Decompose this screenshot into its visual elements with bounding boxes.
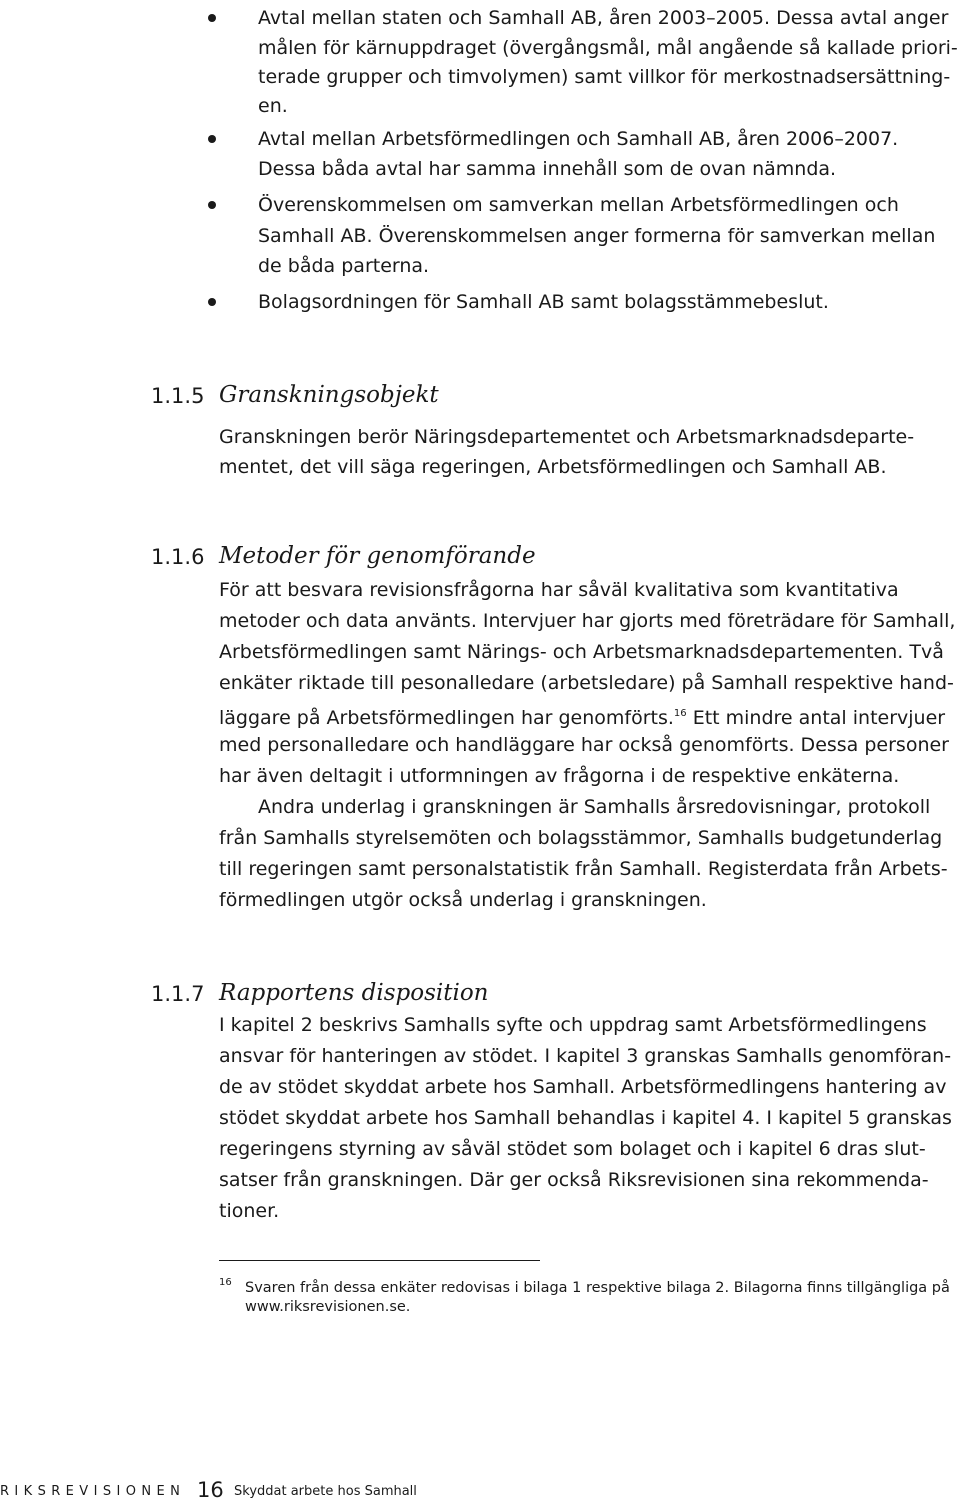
paragraph-line: till regeringen samt personalstatistik från Samhall. Registerdata från Arbets-	[219, 858, 948, 880]
list-item-text: Bolagsordningen för Samhall AB samt bolagsstämmebeslut.	[258, 291, 829, 313]
footnote-line[interactable]: www.riksrevisionen.se.	[245, 1299, 411, 1315]
list-item-text: Överenskommelsen om samverkan mellan Arbetsförmedlingen och	[258, 194, 899, 216]
list-item-text: målen för kärnuppdraget (övergångsmål, mål angående så kallade priori-	[258, 37, 958, 59]
bullet-icon	[208, 135, 216, 143]
list-item-text: en.	[258, 95, 288, 117]
paragraph-line: har även deltagit i utformningen av frågorna i de respektive enkäterna.	[219, 765, 900, 787]
paragraph-line-text: läggare på Arbetsförmedlingen har genomförts.	[219, 707, 674, 729]
paragraph-line	[219, 702, 945, 730]
bullet-icon	[208, 14, 216, 22]
list-item-text: Dessa båda avtal har samma innehåll som de ovan nämnda.	[258, 158, 837, 180]
paragraph-line: tioner.	[219, 1200, 280, 1222]
list-item-text: terade grupper och timvolymen) samt villkor för merkostnadsersättning-	[258, 66, 951, 88]
list-item-text: Avtal mellan staten och Samhall AB, åren 2003–2005. Dessa avtal anger	[258, 7, 949, 29]
paragraph-line: från Samhalls styrelsemöten och bolagsstämmor, Samhalls budgetunderlag	[219, 827, 943, 849]
bullet-icon	[208, 298, 216, 306]
paragraph-line: med personalledare och handläggare har också genomförts. Dessa personer	[219, 734, 949, 756]
footnote-line: Svaren från dessa enkäter redovisas i bilaga 1 respektive bilaga 2. Bilagorna finns tillgängliga på	[245, 1280, 950, 1296]
list-item-text: de båda parterna.	[258, 255, 430, 277]
section-title: Metoder för genomförande	[219, 543, 536, 569]
paragraph-line: stödet skyddat arbete hos Samhall behandlas i kapitel 4. I kapitel 5 granskas	[219, 1107, 952, 1129]
paragraph-line: ansvar för hanteringen av stödet. I kapitel 3 granskas Samhalls genomföran-	[219, 1045, 952, 1067]
paragraph-line: mentet, det vill säga regeringen, Arbetsförmedlingen och Samhall AB.	[219, 456, 887, 478]
paragraph-line-text: Ett mindre antal intervjuer	[686, 707, 946, 729]
document-title: Skyddat arbete hos Samhall	[234, 1484, 417, 1499]
paragraph-line: I kapitel 2 beskrivs Samhalls syfte och uppdrag samt Arbetsförmedlingens	[219, 1014, 927, 1036]
paragraph-line: Arbetsförmedlingen samt Närings- och Arbetsmarknadsdepartementen. Två	[219, 641, 944, 663]
paragraph-line: de av stödet skyddat arbete hos Samhall. Arbetsförmedlingens hantering av	[219, 1076, 947, 1098]
paragraph-line: satser från granskningen. Där ger också Riksrevisionen sina rekommenda-	[219, 1169, 929, 1191]
section-number: 1.1.5	[151, 384, 205, 408]
paragraph-line: enkäter riktade till pesonalledare (arbetsledare) på Samhall respektive hand-	[219, 672, 954, 694]
page-number: 16	[197, 1478, 224, 1502]
paragraph-line: förmedlingen utgör också underlag i granskningen.	[219, 889, 707, 911]
footnote-reference[interactable]: 16	[673, 708, 687, 719]
section-title: Granskningsobjekt	[219, 382, 439, 408]
footnote-separator	[219, 1260, 540, 1261]
paragraph-line: Andra underlag i granskningen är Samhalls årsredovisningar, protokoll	[258, 796, 931, 818]
paragraph-line: metoder och data använts. Intervjuer har gjorts med företrädare för Samhall,	[219, 610, 956, 632]
section-number: 1.1.6	[151, 545, 205, 569]
bullet-icon	[208, 201, 216, 209]
footnote-number: 16	[219, 1277, 232, 1288]
section-title: Rapportens disposition	[219, 980, 489, 1006]
section-number: 1.1.7	[151, 982, 205, 1006]
list-item-text: Samhall AB. Överenskommelsen anger formerna för samverkan mellan	[258, 225, 936, 247]
paragraph-line: För att besvara revisionsfrågorna har såväl kvalitativa som kvantitativa	[219, 579, 899, 601]
footer-brand: RIKSREVISIONEN	[0, 1484, 186, 1499]
list-item-text: Avtal mellan Arbetsförmedlingen och Samhall AB, åren 2006–2007.	[258, 128, 899, 150]
paragraph-line: Granskningen berör Näringsdepartementet och Arbetsmarknadsdeparte-	[219, 426, 915, 448]
paragraph-line: regeringens styrning av såväl stödet som bolaget och i kapitel 6 dras slut-	[219, 1138, 926, 1160]
